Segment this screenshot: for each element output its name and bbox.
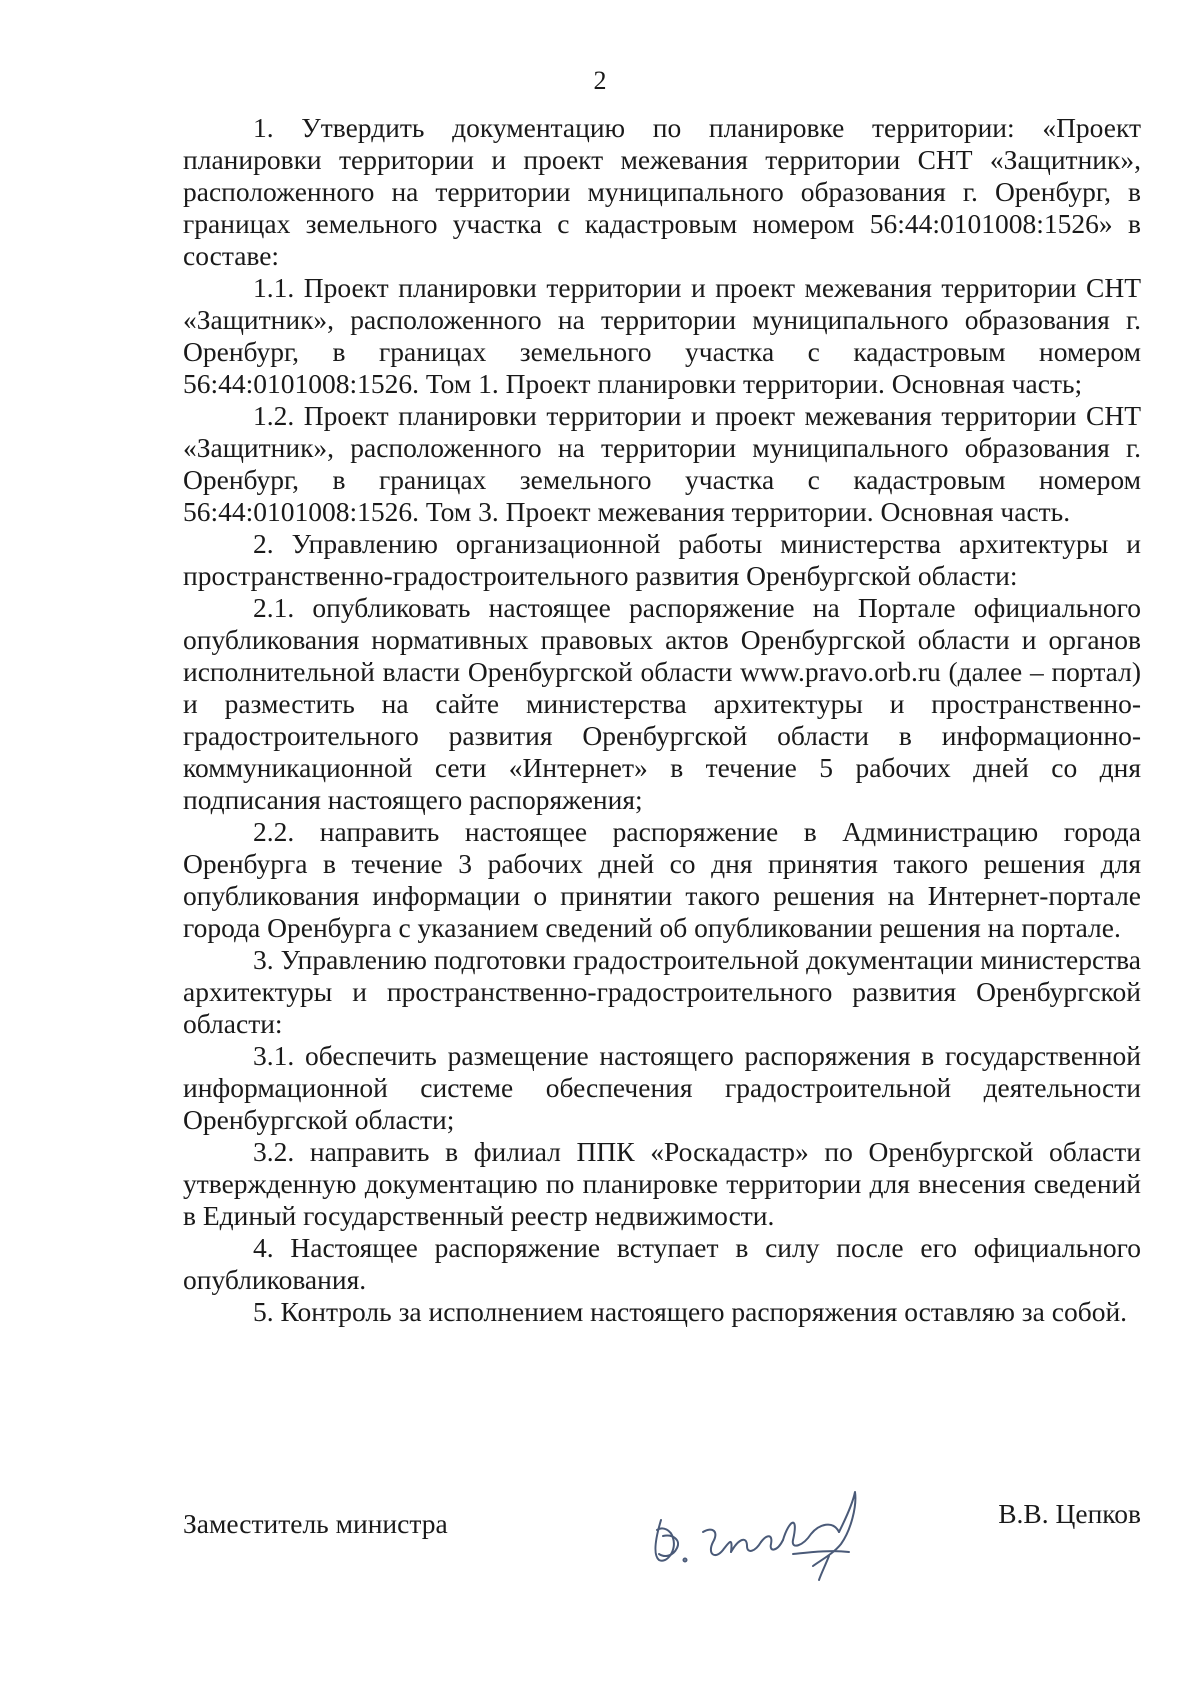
signer-name: В.В. Цепков: [998, 1498, 1141, 1529]
paragraph-3-2: 3.2. направить в филиал ППК «Роскадастр» по Оренбургской области утвержденную документацию по планировке территории для внесения сведений в Единый государственный реестр недвижимости.: [183, 1136, 1141, 1231]
paragraph-3-1: 3.1. обеспечить размещение настоящего распоряжения в государственной информационной системе обеспечения градостроительной деятельности Оренбургской области;: [183, 1040, 1141, 1135]
paragraph-2-2: 2.2. направить настоящее распоряжение в Администрацию города Оренбурга в течение 3 рабочих дней со дня принятия такого решения для опубликования информации о принятии такого решения на Интернет-портале города Оренбурга с указанием сведений об опубликовании решения на портале.: [183, 816, 1141, 943]
handwritten-signature: [643, 1480, 883, 1590]
paragraph-1: 1. Утвердить документацию по планировке территории: «Проект планировки территории и проект межевания территории СНТ «Защитник», расположенного на территории муниципального образования г. Оренбург, в границах земельного участка с кадастровым номером 56:44:0101008:1526» в составе:: [183, 112, 1141, 271]
page-number: 2: [593, 66, 607, 95]
signer-position: Заместитель министра: [183, 1508, 448, 1539]
document-body: [183, 112, 1141, 1328]
paragraph-1-1: 1.1. Проект планировки территории и проект межевания территории СНТ «Защитник», расположенного на территории муниципального образования г. Оренбург, в границах земельного участка с кадастровым номером 56:44:0101008:1526. Том 1. Проект планировки территории. Основная часть;: [183, 272, 1141, 399]
paragraph-2: 2. Управлению организационной работы министерства архитектуры и пространственно-градостроительного развития Оренбургской области:: [183, 528, 1141, 591]
paragraph-2-1: 2.1. опубликовать настоящее распоряжение на Портале официального опубликования нормативных правовых актов Оренбургской области и органов исполнительной власти Оренбургской области www.pravo.orb.ru (далее – портал) и разместить на сайте министерства архитектуры и пространственно-градостроительного развития Оренбургской области в информационно-коммуникационной сети «Интернет» в течение 5 рабочих дней со дня подписания настоящего распоряжения;: [183, 592, 1141, 815]
paragraph-1-2: 1.2. Проект планировки территории и проект межевания территории СНТ «Защитник», расположенного на территории муниципального образования г. Оренбург, в границах земельного участка с кадастровым номером 56:44:0101008:1526. Том 3. Проект межевания территории. Основная часть.: [183, 400, 1141, 527]
paragraph-4: 4. Настоящее распоряжение вступает в силу после его официального опубликования.: [183, 1232, 1141, 1295]
signature-block: [183, 1480, 1141, 1620]
paragraph-5: 5. Контроль за исполнением настоящего распоряжения оставляю за собой.: [253, 1296, 1128, 1327]
paragraph-3: 3. Управлению подготовки градостроительной документации министерства архитектуры и пространственно-градостроительного развития Оренбургской области:: [183, 944, 1141, 1039]
